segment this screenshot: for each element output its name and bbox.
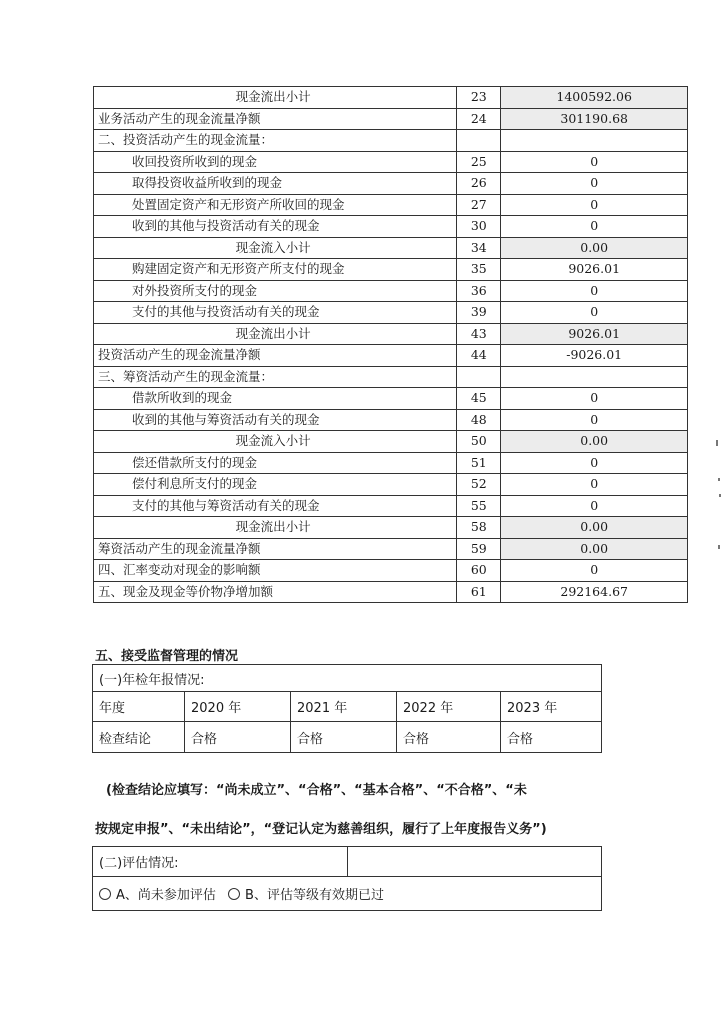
table-row (94, 130, 688, 152)
row-value: 0 (501, 388, 688, 410)
row-value: 0.00 (501, 431, 688, 453)
table-row (94, 280, 688, 302)
option-b[interactable] (228, 888, 384, 903)
row-value: 0.00 (501, 538, 688, 560)
row-label: 现金流出小计 (94, 323, 457, 345)
row-line-number: 35 (457, 259, 501, 281)
row-label: 偿还借款所支付的现金 (94, 452, 457, 474)
table-row (94, 194, 688, 216)
row-label: 四、汇率变动对现金的影响额 (94, 560, 457, 582)
row-label: 处置固定资产和无形资产所收回的现金 (94, 194, 457, 216)
row-label: 对外投资所支付的现金 (94, 280, 457, 302)
row-line-number (457, 366, 501, 388)
row-line-number: 44 (457, 345, 501, 367)
cash-flow-rows (94, 87, 688, 603)
row-label: 现金流出小计 (94, 517, 457, 539)
table-row (94, 173, 688, 195)
row-label: 支付的其他与投资活动有关的现金 (94, 302, 457, 324)
result-label: 检查结论 (93, 722, 185, 753)
scan-speck (719, 494, 721, 497)
table-row (94, 237, 688, 259)
row-value: 9026.01 (501, 259, 688, 281)
result-cell: 合格 (185, 722, 291, 753)
table-row (94, 302, 688, 324)
scan-speck (718, 545, 720, 549)
note-line-2: 按规定申报”、“未出结论”，“登记认定为慈善组织，履行了上年度报告义务”) (95, 822, 547, 837)
table-row (94, 431, 688, 453)
row-value: 0 (501, 452, 688, 474)
option-b-label: B、评估等级有效期已过 (245, 888, 384, 903)
table-row (94, 345, 688, 367)
row-label: 取得投资收益所收到的现金 (94, 173, 457, 195)
row-value: 0 (501, 474, 688, 496)
row-line-number: 48 (457, 409, 501, 431)
table-row (94, 151, 688, 173)
year-cell: 2023 年 (501, 692, 602, 722)
table-row (94, 108, 688, 130)
note-line-1: (检查结论应填写：“尚未成立”、“合格”、“基本合格”、“不合格”、“未 (106, 783, 527, 798)
row-line-number: 60 (457, 560, 501, 582)
evaluation-header: (二)评估情况: (93, 847, 348, 877)
row-label: 二、投资活动产生的现金流量： (94, 130, 457, 152)
table-row (94, 474, 688, 496)
annual-check-table (92, 664, 602, 753)
row-line-number: 23 (457, 87, 501, 109)
row-line-number: 61 (457, 581, 501, 603)
row-label: 五、现金及现金等价物净增加额 (94, 581, 457, 603)
evaluation-empty-cell (348, 847, 602, 877)
row-line-number (457, 130, 501, 152)
result-cell: 合格 (501, 722, 602, 753)
row-value: 1400592.06 (501, 87, 688, 109)
row-value: -9026.01 (501, 345, 688, 367)
row-line-number: 43 (457, 323, 501, 345)
table-row (94, 452, 688, 474)
annual-check-header: (一)年检年报情况: (93, 665, 602, 692)
radio-circle-icon (99, 888, 111, 900)
row-value: 292164.67 (501, 581, 688, 603)
result-cell: 合格 (291, 722, 397, 753)
row-line-number: 25 (457, 151, 501, 173)
row-value: 0 (501, 173, 688, 195)
row-value: 0 (501, 302, 688, 324)
table-row (94, 216, 688, 238)
row-label: 现金流出小计 (94, 87, 457, 109)
row-label: 收到的其他与投资活动有关的现金 (94, 216, 457, 238)
table-row (94, 259, 688, 281)
radio-circle-icon (228, 888, 240, 900)
scan-speck (718, 478, 720, 481)
table-row (94, 87, 688, 109)
evaluation-options (93, 877, 602, 911)
cash-flow-table (93, 86, 688, 603)
row-value: 0 (501, 495, 688, 517)
row-label: 现金流入小计 (94, 431, 457, 453)
row-value: 301190.68 (501, 108, 688, 130)
row-label: 借款所收到的现金 (94, 388, 457, 410)
option-a[interactable] (99, 888, 216, 903)
scan-speck (716, 440, 718, 446)
table-row (94, 409, 688, 431)
row-label: 购建固定资产和无形资产所支付的现金 (94, 259, 457, 281)
evaluation-table (92, 846, 602, 911)
year-cell: 2021 年 (291, 692, 397, 722)
row-label: 收回投资所收到的现金 (94, 151, 457, 173)
row-value: 9026.01 (501, 323, 688, 345)
row-line-number: 26 (457, 173, 501, 195)
row-label: 投资活动产生的现金流量净额 (94, 345, 457, 367)
row-value: 0.00 (501, 237, 688, 259)
table-row (94, 517, 688, 539)
table-row (94, 323, 688, 345)
row-line-number: 55 (457, 495, 501, 517)
row-line-number: 58 (457, 517, 501, 539)
year-cell: 2022 年 (397, 692, 501, 722)
row-label: 偿付利息所支付的现金 (94, 474, 457, 496)
row-label: 支付的其他与筹资活动有关的现金 (94, 495, 457, 517)
table-row (94, 560, 688, 582)
table-row (94, 538, 688, 560)
row-label: 现金流入小计 (94, 237, 457, 259)
row-label: 业务活动产生的现金流量净额 (94, 108, 457, 130)
row-value: 0 (501, 409, 688, 431)
row-label: 收到的其他与筹资活动有关的现金 (94, 409, 457, 431)
table-row (94, 581, 688, 603)
row-value: 0 (501, 560, 688, 582)
row-line-number: 50 (457, 431, 501, 453)
row-value: 0 (501, 216, 688, 238)
row-line-number: 52 (457, 474, 501, 496)
year-label: 年度 (93, 692, 185, 722)
row-line-number: 30 (457, 216, 501, 238)
row-line-number: 27 (457, 194, 501, 216)
year-cell: 2020 年 (185, 692, 291, 722)
row-line-number: 51 (457, 452, 501, 474)
row-line-number: 34 (457, 237, 501, 259)
table-row (94, 495, 688, 517)
table-row (94, 388, 688, 410)
result-cell: 合格 (397, 722, 501, 753)
row-value: 0.00 (501, 517, 688, 539)
row-value (501, 130, 688, 152)
row-line-number: 59 (457, 538, 501, 560)
row-line-number: 24 (457, 108, 501, 130)
row-line-number: 39 (457, 302, 501, 324)
row-value (501, 366, 688, 388)
table-row (94, 366, 688, 388)
row-value: 0 (501, 151, 688, 173)
row-value: 0 (501, 280, 688, 302)
row-value: 0 (501, 194, 688, 216)
option-a-label: A、尚未参加评估 (116, 888, 216, 903)
row-line-number: 36 (457, 280, 501, 302)
row-label: 筹资活动产生的现金流量净额 (94, 538, 457, 560)
section-title: 五、接受监督管理的情况 (95, 649, 239, 664)
row-line-number: 45 (457, 388, 501, 410)
row-label: 三、筹资活动产生的现金流量： (94, 366, 457, 388)
